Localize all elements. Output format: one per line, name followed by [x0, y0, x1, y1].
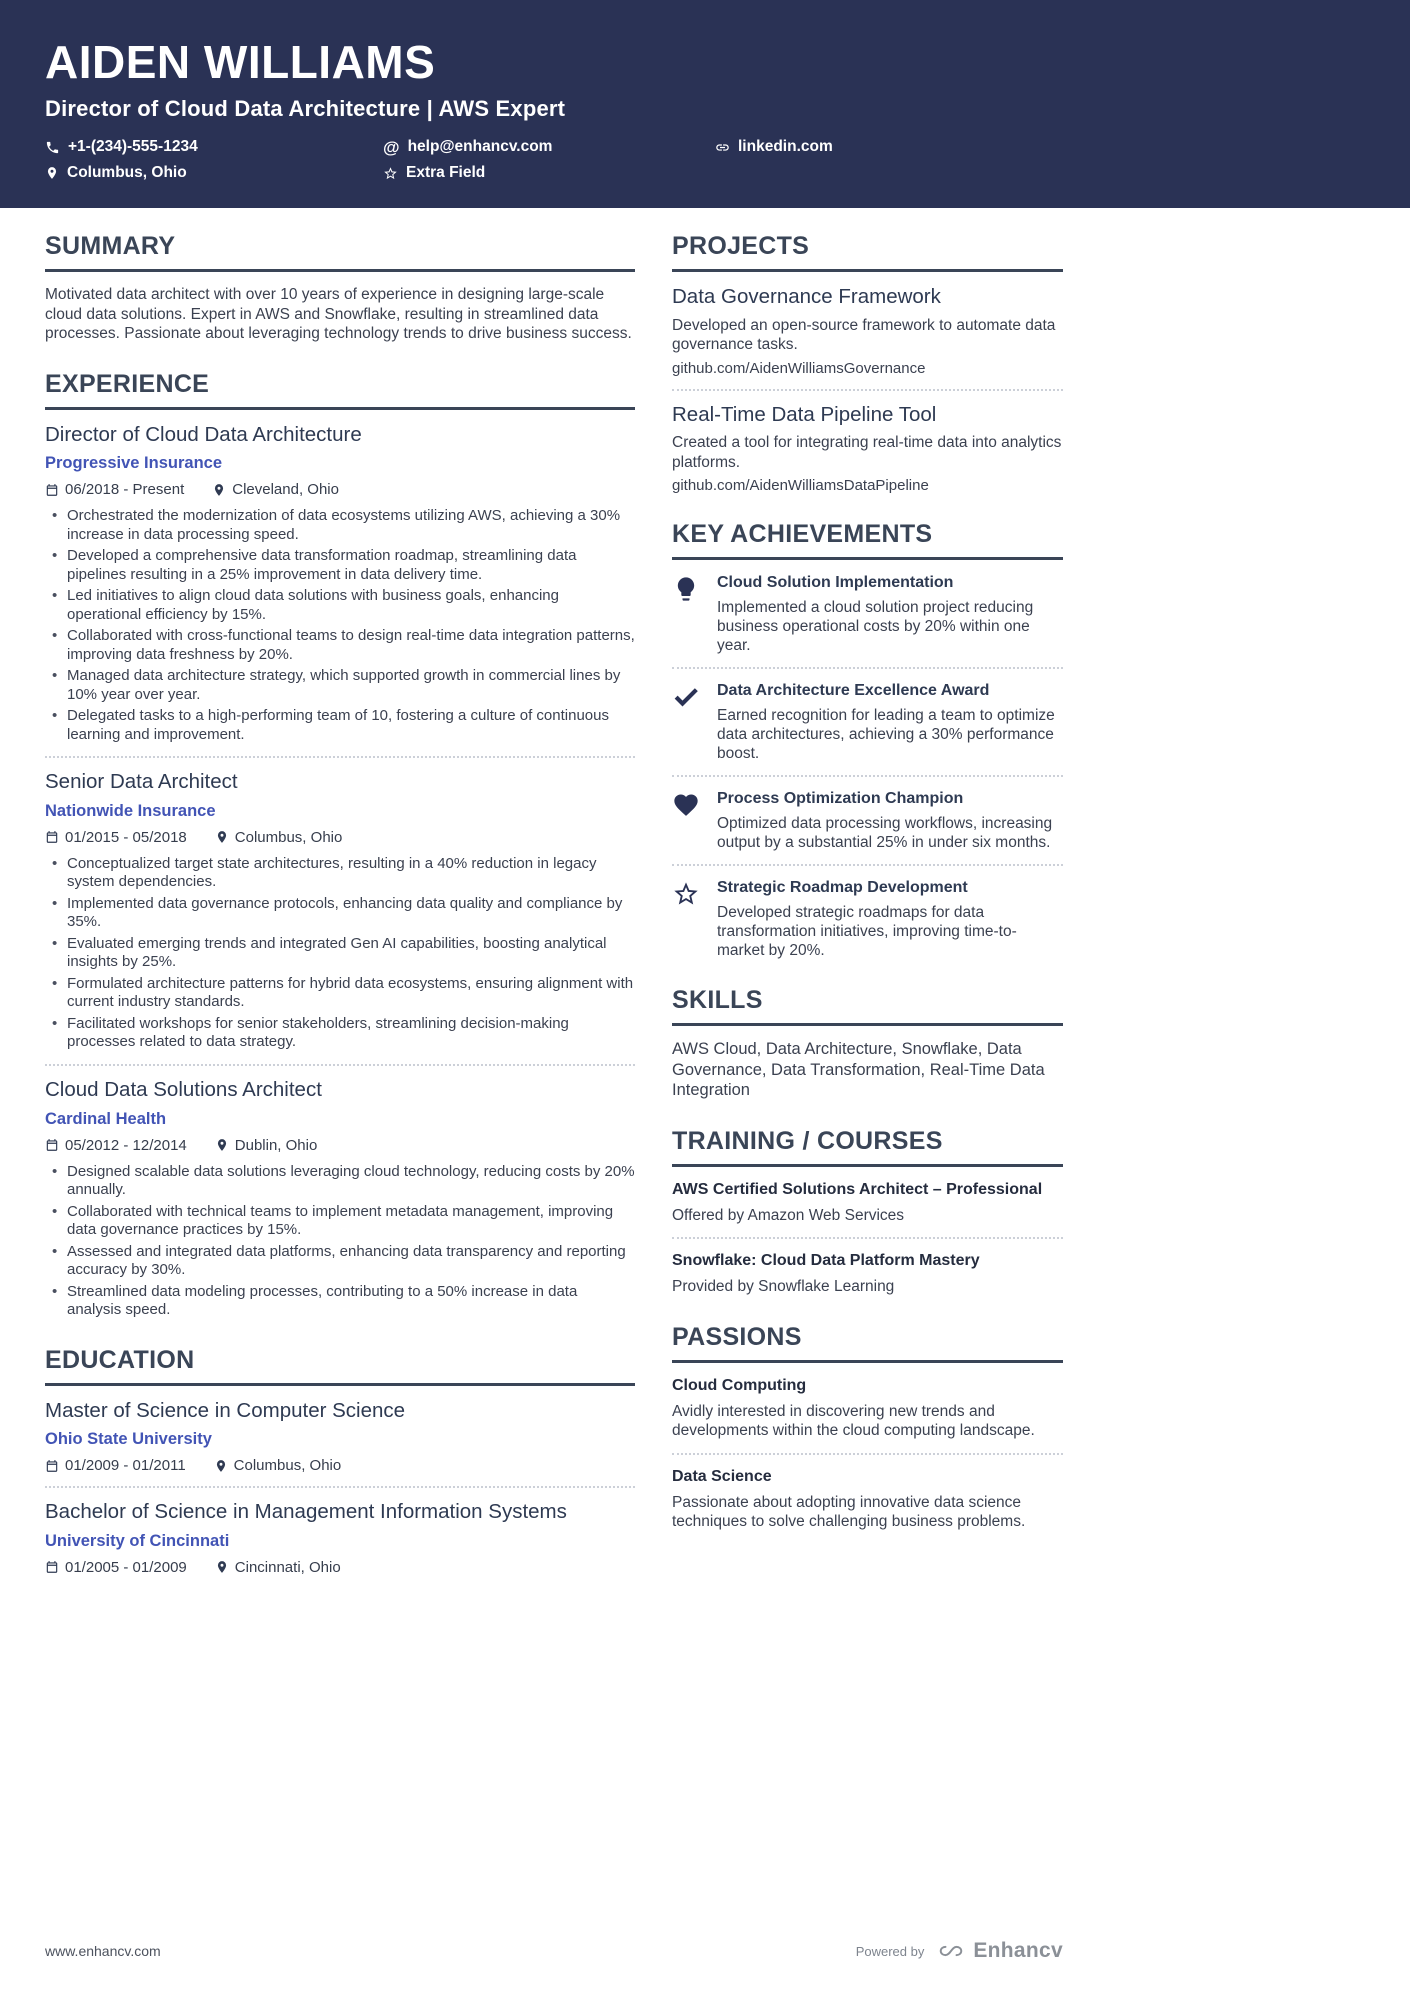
- star-icon: [383, 166, 398, 181]
- degree-title: Master of Science in Computer Science: [45, 1398, 406, 1422]
- job-dates-text: 01/2015 - 05/2018: [65, 828, 187, 846]
- job-bullet: • Evaluated emerging trends and integrated Gen AI capabilities, boosting analytical insights by 25%.: [45, 935, 635, 972]
- education-dates-text: 01/2009 - 01/2011: [65, 1457, 186, 1475]
- experience-section: [45, 370, 635, 1320]
- achievement-body: [717, 878, 1063, 960]
- divider: [45, 1486, 635, 1488]
- education-meta: [45, 1457, 635, 1474]
- divider: [672, 667, 1063, 669]
- powered-by: [856, 1939, 1063, 1963]
- project-entry: [672, 285, 1063, 377]
- project-name: Real-Time Data Pipeline Tool: [672, 402, 937, 426]
- achievement-description: Implemented a cloud solution project reducing business operational costs by 20% within one year.: [717, 599, 1034, 655]
- contact-website[interactable]: [715, 138, 1063, 156]
- school-name: University of Cincinnati: [45, 1531, 230, 1550]
- achievement-description: Developed strategic roadmaps for data transformation initiatives, improving time-to-market by 20%.: [717, 904, 1017, 960]
- job-meta: [45, 481, 635, 498]
- calendar-icon: [45, 830, 59, 844]
- location-icon: [215, 830, 229, 844]
- passion-entry: [672, 1376, 1063, 1441]
- divider: [672, 864, 1063, 866]
- person-job-title: Director of Cloud Data Architecture | AWS Expert: [45, 96, 566, 122]
- calendar-icon: [45, 1459, 59, 1473]
- education-entry: [45, 1500, 635, 1576]
- company-name: Cardinal Health: [45, 1109, 167, 1128]
- job-dates: [45, 481, 184, 498]
- job-bullet: • Streamlined data modeling processes, contributing to a 50% increase in data analysis speed.: [45, 1283, 635, 1320]
- achievement-body: [717, 573, 1063, 655]
- skills-section: [672, 986, 1063, 1101]
- achievements-heading: KEY ACHIEVEMENTS: [672, 520, 1063, 560]
- job-location: [215, 829, 343, 846]
- experience-entry: [45, 423, 635, 745]
- education-heading: EDUCATION: [45, 1346, 635, 1386]
- location-text: Columbus, Ohio: [67, 164, 187, 182]
- phone-number: +1-(234)-555-1234: [68, 138, 198, 156]
- project-description: Developed an open-source framework to automate data governance tasks.: [672, 316, 1056, 354]
- achievement-description: Optimized data processing workflows, increasing output by a substantial 25% in under six months.: [717, 815, 1053, 852]
- powered-by-label: Powered by: [855, 1943, 925, 1959]
- skills-heading: SKILLS: [672, 986, 1063, 1026]
- divider: [672, 1237, 1063, 1239]
- right-column: [672, 232, 1063, 1601]
- achievement-title: Strategic Roadmap Development: [717, 879, 968, 897]
- checkmark-icon: [672, 681, 700, 763]
- lightbulb-icon: [672, 573, 700, 655]
- achievement-body: [717, 789, 1063, 852]
- job-location-text: Columbus, Ohio: [234, 828, 343, 846]
- passion-description: Passionate about adopting innovative data science techniques to solve challenging business problems.: [672, 1493, 1026, 1531]
- passion-title: Data Science: [672, 1467, 772, 1485]
- education-dates-text: 01/2005 - 01/2009: [65, 1558, 187, 1576]
- skills-list: AWS Cloud, Data Architecture, Snowflake, Data Governance, Data Transformation, Real-Time Data Integration: [672, 1040, 1045, 1100]
- location-icon: [212, 483, 226, 497]
- email-address: help@enhancv.com: [407, 138, 553, 156]
- summary-heading: SUMMARY: [45, 232, 635, 272]
- job-bullets: [45, 855, 635, 1052]
- passions-section: [672, 1323, 1063, 1532]
- training-section: [672, 1127, 1063, 1297]
- achievement-body: [717, 681, 1063, 763]
- training-entry: [672, 1180, 1063, 1226]
- job-dates: [45, 1137, 187, 1154]
- job-bullet: • Managed data architecture strategy, which supported growth in commercial lines by 10% year over year.: [45, 667, 635, 704]
- job-location: [215, 1137, 318, 1154]
- job-bullet: • Assessed and integrated data platforms, enhancing data transparency and reporting accuracy by 30%.: [45, 1243, 635, 1280]
- achievement-title: Data Architecture Excellence Award: [717, 682, 990, 700]
- achievement-title: Cloud Solution Implementation: [717, 574, 954, 592]
- company-name: Nationwide Insurance: [45, 801, 216, 820]
- job-title: Senior Data Architect: [45, 770, 238, 794]
- divider: [672, 775, 1063, 777]
- location-icon: [215, 1138, 229, 1152]
- education-section: [45, 1346, 635, 1576]
- job-dates-text: 05/2012 - 12/2014: [65, 1136, 187, 1154]
- left-column: [45, 232, 635, 1601]
- job-location-text: Cleveland, Ohio: [232, 481, 339, 499]
- course-title: Snowflake: Cloud Data Platform Mastery: [672, 1252, 980, 1270]
- course-provider: Provided by Snowflake Learning: [672, 1278, 895, 1296]
- passion-entry: [672, 1467, 1063, 1532]
- contact-info: [45, 138, 1063, 182]
- job-meta: [45, 1137, 635, 1154]
- job-bullet: • Implemented data governance protocols, enhancing data quality and compliance by 35%.: [45, 895, 635, 932]
- achievement-entry: [672, 573, 1063, 655]
- project-entry: [672, 403, 1063, 495]
- passions-heading: PASSIONS: [672, 1323, 1063, 1363]
- contact-location: [45, 164, 383, 182]
- calendar-icon: [45, 1560, 59, 1574]
- contact-phone[interactable]: [45, 138, 383, 156]
- job-bullet: • Collaborated with cross-functional teams to design real-time data integration patterns, improving data freshness by 20%.: [45, 627, 635, 664]
- job-bullet: • Developed a comprehensive data transformation roadmap, streamlining data pipelines resulting in a 25% improvement in data delivery time.: [45, 547, 635, 584]
- contact-extra-field: [383, 164, 715, 182]
- job-title: Cloud Data Solutions Architect: [45, 1077, 322, 1101]
- projects-section: [672, 232, 1063, 494]
- degree-title: Bachelor of Science in Management Information Systems: [45, 1500, 567, 1524]
- job-dates: [45, 829, 187, 846]
- project-name: Data Governance Framework: [672, 285, 941, 309]
- job-meta: [45, 829, 635, 846]
- calendar-icon: [45, 1138, 59, 1152]
- resume-header: [0, 0, 1410, 208]
- experience-heading: EXPERIENCE: [45, 370, 635, 410]
- achievement-description: Earned recognition for leading a team to optimize data architectures, achieving a 30% performance boost.: [717, 707, 1055, 763]
- job-bullet: • Led initiatives to align cloud data solutions with business goals, enhancing operational efficiency by 15%.: [45, 587, 635, 624]
- experience-entry: [45, 770, 635, 1052]
- education-meta: [45, 1559, 635, 1576]
- achievements-section: [672, 520, 1063, 960]
- projects-heading: PROJECTS: [672, 232, 1063, 272]
- at-icon: @: [383, 137, 400, 157]
- achievement-title: Process Optimization Champion: [717, 790, 964, 808]
- education-dates: [45, 1457, 186, 1474]
- location-icon: [214, 1459, 228, 1473]
- divider: [672, 389, 1063, 391]
- education-location-text: Columbus, Ohio: [233, 1457, 342, 1475]
- contact-email[interactable]: [383, 138, 715, 156]
- job-dates-text: 06/2018 - Present: [65, 481, 185, 499]
- enhancv-logo-icon: [936, 1940, 966, 1962]
- job-bullet: • Formulated architecture patterns for hybrid data ecosystems, ensuring alignment with current industry standards.: [45, 975, 635, 1012]
- enhancv-site-link[interactable]: www.enhancv.com: [45, 1943, 161, 1959]
- job-bullet: • Facilitated workshops for senior stakeholders, streamlining decision-making processes related to data strategy.: [45, 1015, 635, 1052]
- job-bullet: • Collaborated with technical teams to implement metadata management, improving data governance practices by 15%.: [45, 1203, 635, 1240]
- education-dates: [45, 1559, 187, 1576]
- education-location-text: Cincinnati, Ohio: [234, 1558, 341, 1576]
- education-entry: [45, 1399, 635, 1475]
- project-link[interactable]: github.com/AidenWilliamsDataPipeline: [672, 477, 929, 495]
- experience-entry: [45, 1078, 635, 1320]
- passion-title: Cloud Computing: [672, 1376, 807, 1394]
- achievement-entry: [672, 681, 1063, 763]
- job-title: Director of Cloud Data Architecture: [45, 422, 362, 446]
- training-heading: TRAINING / COURSES: [672, 1127, 1063, 1167]
- summary-text: Motivated data architect with over 10 years of experience in designing large-scale cloud data solutions. Expert in AWS and Snowflake, resulting in streamlined data processes. Passionate about leveraging technology trends to drive business success.: [45, 286, 632, 343]
- job-bullet: • Delegated tasks to a high-performing team of 10, fostering a culture of continuous learning and improvement.: [45, 707, 635, 744]
- enhancv-brand-link[interactable]: [936, 1939, 1063, 1963]
- training-entry: [672, 1251, 1063, 1297]
- enhancv-brand-text: Enhancv: [973, 1939, 1063, 1962]
- job-bullets: [45, 507, 635, 744]
- passion-description: Avidly interested in discovering new trends and developments within the cloud computing landscape.: [672, 1402, 1035, 1440]
- location-icon: [215, 1560, 229, 1574]
- divider: [45, 1064, 635, 1066]
- school-name: Ohio State University: [45, 1430, 212, 1449]
- achievement-entry: [672, 789, 1063, 852]
- extra-field-text: Extra Field: [406, 164, 486, 182]
- summary-section: [45, 232, 635, 344]
- location-icon: [45, 166, 59, 180]
- course-provider: Offered by Amazon Web Services: [672, 1206, 905, 1224]
- calendar-icon: [45, 483, 59, 497]
- job-location: [212, 481, 339, 498]
- phone-icon: [45, 140, 60, 155]
- company-name: Progressive Insurance: [45, 454, 223, 473]
- website-url: linkedin.com: [738, 138, 833, 156]
- job-bullet: • Conceptualized target state architectures, resulting in a 40% reduction in legacy system dependencies.: [45, 855, 635, 892]
- person-name: AIDEN WILLIAMS: [45, 36, 436, 88]
- achievement-entry: [672, 878, 1063, 960]
- education-location: [214, 1457, 342, 1474]
- page-footer: [45, 1939, 1063, 1963]
- resume-body: [0, 208, 1063, 1601]
- divider: [672, 1453, 1063, 1455]
- divider: [45, 756, 635, 758]
- job-bullet: • Orchestrated the modernization of data ecosystems utilizing AWS, achieving a 30% increase in data processing speed.: [45, 507, 635, 544]
- job-bullets: [45, 1163, 635, 1320]
- job-location-text: Dublin, Ohio: [234, 1136, 318, 1154]
- education-location: [215, 1559, 341, 1576]
- link-icon: [715, 140, 730, 155]
- star-icon: [672, 878, 700, 960]
- heart-icon: [672, 789, 700, 852]
- job-bullet: • Designed scalable data solutions leveraging cloud technology, reducing costs by 20% annually.: [45, 1163, 635, 1200]
- course-title: AWS Certified Solutions Architect – Professional: [672, 1180, 1043, 1198]
- project-link[interactable]: github.com/AidenWilliamsGovernance: [672, 359, 926, 377]
- project-description: Created a tool for integrating real-time data into analytics platforms.: [672, 434, 1062, 471]
